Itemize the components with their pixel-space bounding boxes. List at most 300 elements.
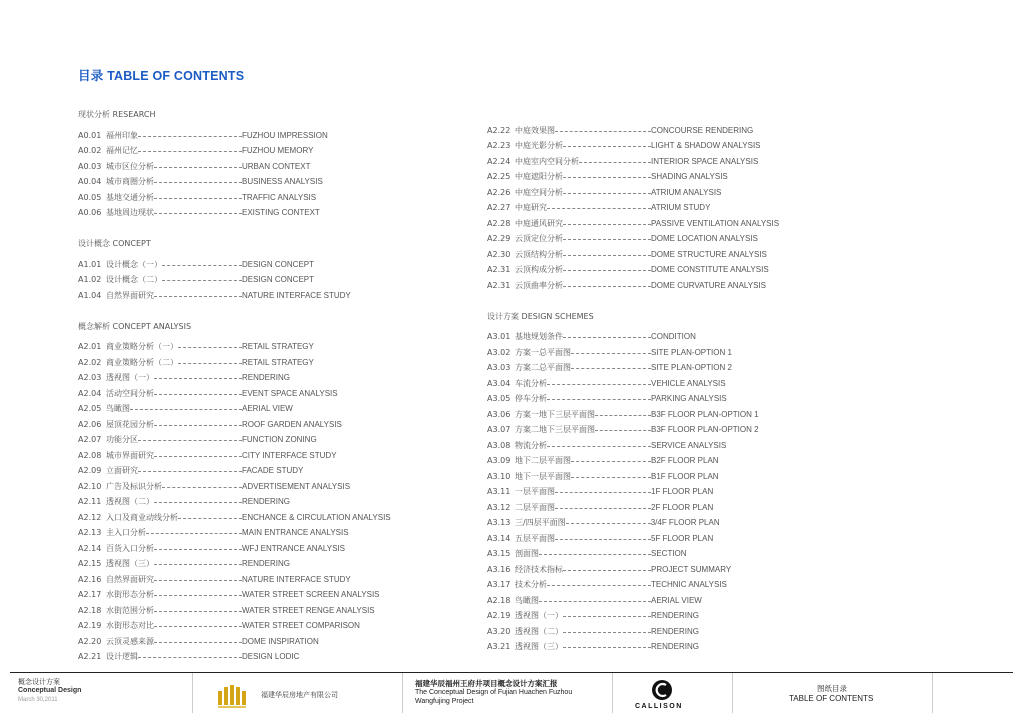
toc-section-heading: 设计概念 CONCEPT bbox=[78, 239, 151, 248]
toc-entry-code: A2.02 bbox=[78, 357, 102, 367]
toc-entry-title-en: FACADE STUDY bbox=[242, 466, 304, 475]
toc-entry-code: A3.17 bbox=[487, 580, 511, 589]
toc-entry-title-en: FUZHOU IMPRESSION bbox=[242, 130, 328, 140]
toc-entry-code: A2.05 bbox=[78, 404, 102, 413]
footer-sheet-cell bbox=[732, 673, 933, 713]
toc-entry-title-zh: 鸟瞰图 bbox=[106, 404, 130, 413]
toc-entry-title-zh: 中庭研究 bbox=[515, 203, 547, 212]
toc-leader-line bbox=[154, 564, 242, 565]
toc-left-column bbox=[78, 107, 498, 665]
toc-entry-title-en: DOME LOCATION ANALYSIS bbox=[651, 234, 758, 243]
toc-entry-title-en: LIGHT & SHADOW ANALYSIS bbox=[651, 141, 761, 150]
toc-spacer bbox=[78, 221, 498, 237]
toc-leader-line bbox=[555, 508, 651, 509]
toc-leader-line bbox=[154, 642, 242, 643]
toc-leader-line bbox=[563, 193, 651, 194]
toc-entry-code: A2.11 bbox=[78, 497, 102, 506]
toc-entry-title-en: WATER STREET RENGE ANALYSIS bbox=[242, 605, 375, 615]
toc-leader-line bbox=[138, 440, 242, 441]
toc-entry-title-en: RENDERING bbox=[651, 611, 700, 620]
toc-leader-line bbox=[539, 601, 651, 602]
toc-entry-code: A3.11 bbox=[487, 487, 511, 496]
toc-entry-title-zh: 水街形态对比 bbox=[106, 621, 154, 630]
toc-entry bbox=[78, 618, 498, 634]
toc-leader-line bbox=[138, 151, 242, 152]
toc-entry-code: A2.12 bbox=[78, 512, 102, 522]
toc-leader-line bbox=[571, 461, 651, 462]
toc-entry-title-en: WATER STREET COMPARISON bbox=[242, 621, 360, 630]
toc-entry-title-zh: 方案二总平面图 bbox=[515, 363, 571, 372]
toc-entry-title-zh: 活动空间分析 bbox=[106, 388, 154, 398]
toc-leader-line bbox=[162, 265, 242, 266]
toc-entry-title-en: PARKING ANALYSIS bbox=[651, 394, 727, 403]
toc-entry-code: A2.14 bbox=[78, 543, 102, 553]
toc-leader-line bbox=[571, 368, 651, 369]
toc-entry-code: A1.02 bbox=[78, 275, 102, 284]
toc-leader-line bbox=[563, 647, 651, 648]
callison-logo-icon bbox=[651, 679, 673, 701]
toc-leader-line bbox=[154, 198, 242, 199]
toc-entry-title-en: DESIGN CONCEPT bbox=[242, 275, 315, 284]
project-title-en-line1: The Conceptual Design of Fujian Huachen Fuzhou bbox=[415, 689, 573, 696]
toc-entry bbox=[78, 541, 498, 557]
toc-entry bbox=[487, 577, 907, 593]
sheet-title-en: TABLE OF CONTENTS bbox=[789, 694, 874, 703]
toc-entry-title-zh: 地下二层平面图 bbox=[515, 456, 571, 465]
toc-entry bbox=[78, 401, 498, 417]
toc-entry-code: A2.31 bbox=[487, 265, 511, 274]
toc-entry-code: A2.27 bbox=[487, 203, 511, 212]
toc-leader-line bbox=[547, 446, 651, 447]
toc-leader-line bbox=[178, 363, 242, 364]
toc-entry-code: A2.17 bbox=[78, 590, 102, 599]
toc-entry-title-zh: 方案二地下三层平面图 bbox=[515, 425, 595, 434]
toc-entry-title-en: ADVERTISEMENT ANALYSIS bbox=[242, 481, 351, 491]
toc-leader-line bbox=[154, 626, 242, 627]
toc-entry bbox=[78, 339, 498, 355]
toc-entry-title-en: FUNCTION ZONING bbox=[242, 435, 317, 444]
toc-leader-line bbox=[162, 280, 242, 281]
toc-entry bbox=[487, 154, 907, 170]
toc-leader-line bbox=[563, 146, 651, 147]
toc-entry bbox=[78, 370, 498, 386]
toc-leader-line bbox=[154, 425, 242, 426]
toc-entry-title-zh: 云顶构成分析 bbox=[515, 265, 563, 274]
toc-leader-line bbox=[563, 286, 651, 287]
toc-entry-title-en: DOME STRUCTURE ANALYSIS bbox=[651, 249, 767, 259]
toc-entry-code: A2.18 bbox=[78, 605, 102, 615]
toc-entry bbox=[78, 257, 498, 273]
toc-entry-title-en: SITE PLAN-OPTION 1 bbox=[651, 347, 732, 357]
toc-entry-title-en: PROJECT SUMMARY bbox=[651, 564, 732, 574]
toc-entry-code: A2.19 bbox=[487, 611, 511, 620]
toc-entry-title-zh: 云顶结构分析 bbox=[515, 249, 563, 259]
toc-entry bbox=[78, 556, 498, 572]
toc-entry bbox=[78, 386, 498, 402]
toc-entry-title-en: AERIAL VIEW bbox=[651, 595, 702, 605]
toc-leader-line bbox=[154, 394, 242, 395]
toc-entry bbox=[487, 515, 907, 531]
toc-entry bbox=[487, 278, 907, 294]
toc-entry-title-en: B1F FLOOR PLAN bbox=[651, 471, 719, 481]
toc-entry bbox=[487, 608, 907, 624]
toc-leader-line bbox=[563, 632, 651, 633]
toc-leader-line bbox=[563, 337, 651, 338]
toc-entry bbox=[78, 174, 498, 190]
toc-entry-title-zh: 基地周边现状 bbox=[106, 208, 154, 217]
toc-entry bbox=[487, 407, 907, 423]
toc-entry-code: A2.09 bbox=[78, 466, 102, 475]
toc-leader-line bbox=[539, 554, 651, 555]
toc-leader-line bbox=[130, 409, 242, 410]
toc-entry-title-zh: 立面研究 bbox=[106, 466, 138, 475]
toc-entry bbox=[487, 138, 907, 154]
toc-entry bbox=[78, 159, 498, 175]
toc-leader-line bbox=[595, 430, 651, 431]
toc-entry-title-en: DOME CONSTITUTE ANALYSIS bbox=[651, 265, 769, 274]
toc-entry-code: A3.08 bbox=[487, 440, 511, 450]
toc-entry-title-zh: 设计逻辑 bbox=[106, 652, 138, 661]
toc-entry-title-zh: 设计概念（二） bbox=[106, 275, 162, 284]
toc-entry-title-en: B2F FLOOR PLAN bbox=[651, 456, 719, 465]
toc-entry-code: A2.22 bbox=[487, 125, 511, 135]
architect-brand: CALLISON bbox=[635, 703, 683, 710]
toc-entry-title-en: B3F FLOOR PLAN-OPTION 1 bbox=[651, 409, 759, 419]
toc-entry bbox=[78, 603, 498, 619]
toc-entry-title-zh: 五层平面图 bbox=[515, 533, 555, 543]
project-title-en-line2: Wangfujing Project bbox=[415, 698, 474, 705]
toc-leader-line bbox=[154, 167, 242, 168]
toc-leader-line bbox=[566, 523, 651, 524]
toc-entry-title-zh: 三/四层平面图 bbox=[515, 518, 566, 527]
toc-entry bbox=[487, 329, 907, 345]
toc-entry-title-zh: 透视图（二） bbox=[515, 626, 563, 636]
toc-leader-line bbox=[555, 492, 651, 493]
toc-entry-title-zh: 水街范围分析 bbox=[106, 605, 154, 615]
toc-entry-title-zh: 方案一地下三层平面图 bbox=[515, 409, 595, 419]
toc-entry-code: A3.21 bbox=[487, 642, 511, 651]
toc-right-column bbox=[487, 107, 907, 655]
toc-entry-title-zh: 自然界面研究 bbox=[106, 290, 154, 300]
toc-entry-code: A3.03 bbox=[487, 363, 511, 372]
toc-entry-title-zh: 停车分析 bbox=[515, 394, 547, 403]
document-type-zh: 概念设计方案 bbox=[18, 678, 60, 686]
toc-entry-code: A0.04 bbox=[78, 177, 102, 186]
toc-leader-line bbox=[138, 136, 242, 137]
toc-entry bbox=[487, 360, 907, 376]
toc-entry-title-en: DESIGN CONCEPT bbox=[242, 259, 315, 269]
toc-entry-title-zh: 透视图（三） bbox=[106, 559, 154, 568]
toc-entry-title-en: SERVICE ANALYSIS bbox=[651, 440, 727, 450]
toc-entry-title-zh: 中庭室内空间分析 bbox=[515, 156, 579, 166]
toc-leader-line bbox=[154, 580, 242, 581]
toc-entry-code: A3.12 bbox=[487, 502, 511, 512]
toc-entry-title-en: RETAIL STRATEGY bbox=[242, 357, 314, 367]
toc-entry-code: A2.25 bbox=[487, 172, 511, 181]
toc-entry-code: A3.01 bbox=[487, 332, 511, 341]
toc-entry-title-en: INTERIOR SPACE ANALYSIS bbox=[651, 156, 759, 166]
toc-entry bbox=[487, 345, 907, 361]
toc-leader-line bbox=[138, 657, 242, 658]
toc-entry-code: A2.28 bbox=[487, 218, 511, 228]
toc-entry-code: A2.16 bbox=[78, 574, 102, 584]
toc-entry-title-en: SITE PLAN-OPTION 2 bbox=[651, 363, 732, 372]
toc-leader-line bbox=[154, 378, 242, 379]
client-company-name: 福建华辰房地产有限公司 bbox=[261, 691, 338, 699]
toc-leader-line bbox=[563, 616, 651, 617]
toc-entry-title-en: DOME CURVATURE ANALYSIS bbox=[651, 280, 766, 290]
toc-entry bbox=[487, 500, 907, 516]
toc-entry-code: A2.18 bbox=[487, 595, 511, 605]
toc-entry bbox=[487, 593, 907, 609]
title-block-footer bbox=[10, 672, 1013, 713]
toc-entry bbox=[487, 438, 907, 454]
toc-entry bbox=[487, 391, 907, 407]
toc-entry-code: A3.14 bbox=[487, 533, 511, 543]
toc-entry-code: A2.30 bbox=[487, 249, 511, 259]
toc-entry-title-zh: 一层平面图 bbox=[515, 487, 555, 496]
toc-entry-code: A2.26 bbox=[487, 187, 511, 197]
toc-entry-title-zh: 城市商圈分析 bbox=[106, 177, 154, 186]
toc-entry-title-zh: 主入口分析 bbox=[106, 528, 146, 537]
toc-entry-code: A3.15 bbox=[487, 549, 511, 558]
toc-leader-line bbox=[154, 456, 242, 457]
toc-spacer bbox=[78, 303, 498, 319]
toc-entry-title-zh: 云顶曲率分析 bbox=[515, 280, 563, 290]
toc-entry-title-en: RENDERING bbox=[242, 497, 291, 506]
toc-entry bbox=[78, 572, 498, 588]
toc-entry-code: A3.09 bbox=[487, 456, 511, 465]
toc-entry bbox=[78, 355, 498, 371]
toc-entry bbox=[78, 128, 498, 144]
toc-entry-code: A2.15 bbox=[78, 559, 102, 568]
toc-leader-line bbox=[563, 239, 651, 240]
toc-entry bbox=[487, 422, 907, 438]
toc-leader-line bbox=[547, 585, 651, 586]
toc-entry-title-en: FUZHOU MEMORY bbox=[242, 146, 314, 155]
toc-leader-line bbox=[555, 539, 651, 540]
toc-entry-title-zh: 入口及商业动线分析 bbox=[106, 512, 178, 522]
toc-entry-code: A2.19 bbox=[78, 621, 102, 630]
toc-entry-code: A0.06 bbox=[78, 208, 102, 217]
toc-leader-line bbox=[154, 502, 242, 503]
document-type-en: Conceptual Design bbox=[18, 687, 82, 694]
toc-leader-line bbox=[154, 611, 242, 612]
toc-entry bbox=[78, 525, 498, 541]
toc-entry-title-en: RENDERING bbox=[651, 642, 700, 651]
toc-entry bbox=[487, 231, 907, 247]
toc-entry-title-en: 5F FLOOR PLAN bbox=[651, 533, 714, 543]
toc-section-heading: 现状分析 RESEARCH bbox=[78, 110, 156, 119]
toc-entry bbox=[78, 205, 498, 221]
toc-entry bbox=[487, 169, 907, 185]
toc-entry-title-zh: 屋顶花园分析 bbox=[106, 419, 154, 429]
toc-entry bbox=[78, 634, 498, 650]
toc-entry-title-en: RENDERING bbox=[242, 373, 291, 382]
toc-leader-line bbox=[547, 399, 651, 400]
toc-entry bbox=[78, 190, 498, 206]
toc-entry-title-en: SHADING ANALYSIS bbox=[651, 172, 728, 181]
toc-entry bbox=[78, 432, 498, 448]
toc-leader-line bbox=[154, 549, 242, 550]
toc-entry-title-en: ATRIUM ANALYSIS bbox=[651, 187, 722, 197]
toc-entry-title-en: CONCOURSE RENDERING bbox=[651, 125, 754, 135]
toc-entry-title-en: WATER STREET SCREEN ANALYSIS bbox=[242, 590, 380, 599]
toc-entry-title-zh: 技术分析 bbox=[515, 580, 547, 589]
toc-entry-title-en: DOME INSPIRATION bbox=[242, 636, 319, 646]
toc-entry-title-zh: 广告及标识分析 bbox=[106, 481, 162, 491]
footer-architect-cell bbox=[612, 673, 733, 713]
toc-leader-line bbox=[579, 162, 651, 163]
toc-entry bbox=[487, 123, 907, 139]
toc-entry-code: A2.06 bbox=[78, 419, 102, 429]
toc-entry-title-zh: 透视图（一） bbox=[106, 373, 154, 382]
toc-entry-title-en: URBAN CONTEXT bbox=[242, 161, 311, 171]
toc-entry-code: A2.20 bbox=[78, 636, 102, 646]
toc-entry-title-en: CITY INTERFACE STUDY bbox=[242, 450, 337, 460]
toc-entry-title-en: 3/4F FLOOR PLAN bbox=[650, 518, 720, 527]
toc-leader-line bbox=[547, 384, 651, 385]
toc-leader-line bbox=[138, 471, 242, 472]
toc-entry-code: A1.01 bbox=[78, 259, 102, 269]
toc-entry bbox=[78, 463, 498, 479]
sheet-title-zh: 图纸目录 bbox=[817, 684, 847, 693]
toc-entry bbox=[78, 448, 498, 464]
toc-entry bbox=[487, 546, 907, 562]
toc-entry-title-zh: 剖面图 bbox=[515, 549, 539, 558]
toc-entry-code: A3.02 bbox=[487, 347, 511, 357]
toc-entry bbox=[487, 262, 907, 278]
toc-entry-title-en: B3F FLOOR PLAN-OPTION 2 bbox=[651, 425, 759, 434]
toc-entry bbox=[487, 562, 907, 578]
toc-entry-title-zh: 云顶灵感来源 bbox=[106, 636, 154, 646]
toc-entry bbox=[78, 417, 498, 433]
toc-entry-title-en: RENDERING bbox=[651, 626, 700, 636]
huachen-logo-icon bbox=[217, 683, 251, 709]
toc-entry-code: A1.04 bbox=[78, 290, 102, 300]
toc-entry-title-en: AERIAL VIEW bbox=[242, 404, 293, 413]
toc-entry-title-zh: 方案一总平面图 bbox=[515, 347, 571, 357]
project-title-zh: 福建华辰福州王府井项目概念设计方案汇报 bbox=[415, 679, 558, 688]
toc-entry-code: A2.21 bbox=[78, 652, 102, 661]
toc-entry-code: A2.31 bbox=[487, 280, 511, 290]
toc-entry-title-zh: 福州印象 bbox=[106, 130, 138, 140]
toc-entry bbox=[487, 531, 907, 547]
toc-entry-title-zh: 商业策略分析（一） bbox=[106, 342, 178, 351]
toc-entry-code: A3.20 bbox=[487, 626, 511, 636]
toc-entry bbox=[487, 200, 907, 216]
toc-entry bbox=[78, 288, 498, 304]
toc-entry-title-zh: 设计概念（一） bbox=[106, 259, 162, 269]
toc-leader-line bbox=[162, 487, 242, 488]
toc-entry-title-en: PASSIVE VENTILATION ANALYSIS bbox=[651, 218, 780, 228]
toc-entry-title-en: ATRIUM STUDY bbox=[651, 203, 711, 212]
toc-leader-line bbox=[555, 131, 651, 132]
toc-leader-line bbox=[146, 533, 242, 534]
toc-entry bbox=[78, 272, 498, 288]
toc-entry-title-zh: 中庭空间分析 bbox=[515, 187, 563, 197]
toc-entry-title-zh: 城市界面研究 bbox=[106, 450, 154, 460]
toc-entry bbox=[487, 484, 907, 500]
toc-entry bbox=[78, 649, 498, 665]
toc-entry-title-en: CONDITION bbox=[651, 332, 696, 341]
toc-entry bbox=[78, 494, 498, 510]
toc-entry-title-en: WFJ ENTRANCE ANALYSIS bbox=[242, 543, 345, 553]
toc-entry-title-zh: 中庭效果图 bbox=[515, 125, 555, 135]
toc-leader-line bbox=[595, 415, 651, 416]
toc-leader-line bbox=[563, 255, 651, 256]
toc-entry-code: A2.23 bbox=[487, 141, 511, 150]
toc-entry-title-en: EVENT SPACE ANALYSIS bbox=[242, 388, 338, 398]
toc-entry-title-zh: 百货入口分析 bbox=[106, 543, 154, 553]
footer-client-cell bbox=[192, 673, 403, 713]
toc-entry-code: A3.04 bbox=[487, 378, 511, 388]
page-title: 目录 TABLE OF CONTENTS bbox=[78, 69, 245, 83]
toc-entry-code: A3.16 bbox=[487, 564, 511, 574]
toc-leader-line bbox=[154, 182, 242, 183]
toc-entry-title-en: NATURE INTERFACE STUDY bbox=[242, 574, 351, 584]
toc-entry-code: A0.05 bbox=[78, 192, 102, 202]
toc-entry-code: A2.29 bbox=[487, 234, 511, 243]
toc-leader-line bbox=[563, 177, 651, 178]
toc-entry-title-en: 1F FLOOR PLAN bbox=[651, 487, 714, 496]
toc-entry-code: A3.06 bbox=[487, 409, 511, 419]
toc-entry-title-zh: 商业策略分析（二） bbox=[106, 357, 178, 367]
toc-entry-title-zh: 云顶定位分析 bbox=[515, 234, 563, 243]
toc-entry-title-zh: 鸟瞰图 bbox=[515, 595, 539, 605]
toc-entry-code: A0.02 bbox=[78, 146, 102, 155]
toc-entry-title-zh: 水街形态分析 bbox=[106, 590, 154, 599]
toc-entry-title-en: DESIGN LODIC bbox=[242, 652, 300, 661]
toc-entry-title-zh: 功能分区 bbox=[106, 435, 138, 444]
toc-entry-title-zh: 自然界面研究 bbox=[106, 574, 154, 584]
toc-entry bbox=[487, 469, 907, 485]
toc-entry bbox=[78, 479, 498, 495]
footer-document-cell bbox=[10, 673, 192, 713]
toc-entry-title-en: SECTION bbox=[651, 549, 687, 558]
toc-entry-title-en: TRAFFIC ANALYSIS bbox=[242, 192, 317, 202]
toc-entry bbox=[78, 587, 498, 603]
toc-spacer bbox=[487, 107, 907, 123]
toc-leader-line bbox=[571, 477, 651, 478]
toc-entry-title-en: ENCHANCE & CIRCULATION ANALYSIS bbox=[242, 512, 391, 522]
toc-entry-code: A3.05 bbox=[487, 394, 511, 403]
toc-entry bbox=[487, 216, 907, 232]
toc-entry-title-en: 2F FLOOR PLAN bbox=[651, 502, 714, 512]
toc-entry-title-zh: 透视图（二） bbox=[106, 497, 154, 506]
toc-section-heading: 概念解析 CONCEPT ANALYSIS bbox=[78, 321, 192, 331]
toc-leader-line bbox=[178, 347, 242, 348]
toc-entry-title-zh: 基地规划条件 bbox=[515, 332, 563, 341]
footer-project-cell bbox=[402, 673, 613, 713]
toc-entry-title-en: ROOF GARDEN ANALYSIS bbox=[242, 419, 342, 429]
toc-spacer bbox=[487, 293, 907, 309]
toc-entry-code: A2.13 bbox=[78, 528, 102, 537]
toc-entry-title-zh: 透视图（一） bbox=[515, 611, 563, 620]
toc-entry-title-en: NATURE INTERFACE STUDY bbox=[242, 290, 351, 300]
toc-entry-code: A3.13 bbox=[487, 518, 511, 527]
toc-leader-line bbox=[154, 595, 242, 596]
toc-entry-code: A2.07 bbox=[78, 435, 102, 444]
toc-leader-line bbox=[178, 518, 242, 519]
toc-entry-title-en: EXISTING CONTEXT bbox=[242, 208, 320, 217]
toc-entry-title-zh: 经济技术指标 bbox=[515, 564, 563, 574]
toc-leader-line bbox=[563, 570, 651, 571]
toc-entry-code: A2.10 bbox=[78, 481, 102, 491]
toc-entry-title-zh: 透视图（三） bbox=[515, 642, 563, 651]
document-date: March 30,2011 bbox=[18, 697, 58, 703]
toc-leader-line bbox=[154, 213, 242, 214]
